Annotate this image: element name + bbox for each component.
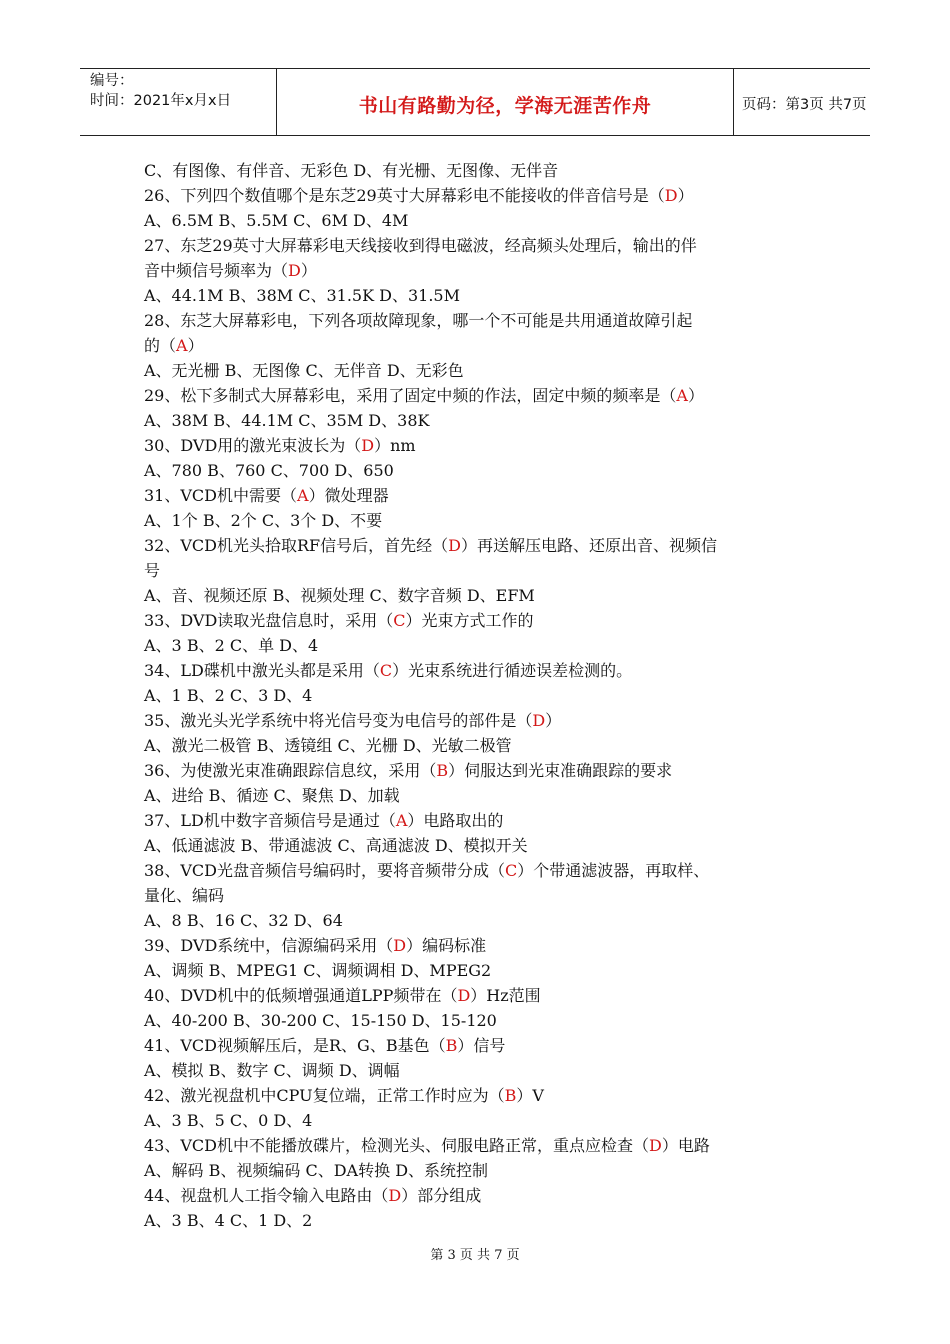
- line-text: 32、VCD机光头拾取RF信号后，首先经（: [144, 536, 449, 555]
- answer-letter: B: [436, 761, 449, 780]
- text-line: [144, 1058, 814, 1083]
- text-line: [144, 633, 814, 658]
- line-text: 号: [144, 561, 161, 580]
- line-text: 44、视盘机人工指令输入电路由（: [144, 1186, 389, 1205]
- text-line: [144, 933, 814, 958]
- line-text: 的（: [144, 336, 177, 355]
- text-line: [144, 583, 814, 608]
- text-line: [144, 1083, 814, 1108]
- line-text-after: ）: [687, 386, 704, 405]
- line-text: C、有图像、有伴音、无彩色 D、有光栅、无图像、无伴音: [144, 161, 559, 180]
- line-text-after: ）伺服达到光束准确跟踪的要求: [448, 761, 673, 780]
- line-text-after: ）光束方式工作的: [405, 611, 534, 630]
- answer-letter: A: [395, 811, 408, 830]
- text-line: [144, 658, 814, 683]
- text-line: [144, 808, 814, 833]
- line-text: A、38M B、44.1M C、35M D、38K: [144, 411, 430, 430]
- text-line: [144, 333, 814, 358]
- text-line: [144, 1108, 814, 1133]
- line-text: A、无光栅 B、无图像 C、无伴音 D、无彩色: [144, 361, 464, 380]
- line-text: 26、下列四个数值哪个是东芝29英寸大屏幕彩电不能接收的伴音信号是（: [144, 186, 665, 205]
- text-line: [144, 1158, 814, 1183]
- answer-letter: D: [361, 436, 375, 455]
- answer-letter: C: [379, 661, 393, 680]
- line-text: 34、LD碟机中激光头都是采用（: [144, 661, 380, 680]
- answer-letter: D: [393, 936, 407, 955]
- line-text: 36、为使激光束准确跟踪信息纹，采用（: [144, 761, 437, 780]
- line-text: A、6.5M B、5.5M C、6M D、4M: [144, 211, 409, 230]
- answer-letter: A: [176, 336, 188, 355]
- text-line: [144, 508, 814, 533]
- line-text: 31、VCD机中需要（: [144, 486, 297, 505]
- answer-letter: D: [448, 536, 461, 555]
- line-text: A、8 B、16 C、32 D、64: [144, 911, 343, 930]
- text-line: [144, 908, 814, 933]
- text-line: [144, 383, 814, 408]
- text-line: [144, 158, 814, 183]
- line-text-after: ）: [187, 336, 204, 355]
- line-text: A、780 B、760 C、700 D、650: [144, 461, 394, 480]
- line-text: A、模拟 B、数字 C、调频 D、调幅: [144, 1061, 400, 1080]
- text-line: [144, 433, 814, 458]
- line-text: A、进给 B、循迹 C、聚焦 D、加载: [144, 786, 400, 805]
- text-line: [144, 408, 814, 433]
- text-line: [144, 233, 814, 258]
- line-text: 量化、编码: [144, 886, 225, 905]
- text-line: [144, 358, 814, 383]
- line-text: 28、东芝大屏幕彩电，下列各项故障现象，哪一个不可能是共用通道故障引起: [144, 311, 693, 330]
- line-text-after: ）Hz范围: [470, 986, 541, 1005]
- line-text-after: ）部分组成: [401, 1186, 482, 1205]
- text-line: [144, 1133, 814, 1158]
- text-line: [144, 208, 814, 233]
- line-text: A、解码 B、视频编码 C、DA转换 D、系统控制: [144, 1161, 489, 1180]
- text-line: [144, 558, 814, 583]
- line-text: A、40-200 B、30-200 C、15-150 D、15-120: [144, 1011, 497, 1030]
- answer-letter: A: [676, 386, 688, 405]
- line-text-after: ）再送解压电路、还原出音、视频信: [460, 536, 717, 555]
- text-line: [144, 733, 814, 758]
- text-line: [144, 283, 814, 308]
- line-text: 音中频信号频率为（: [144, 261, 289, 280]
- line-text-after: ）编码标准: [406, 936, 487, 955]
- text-line: [144, 183, 814, 208]
- text-line: [144, 883, 814, 908]
- text-line: [144, 608, 814, 633]
- text-line: [144, 1183, 814, 1208]
- line-text: 33、DVD读取光盘信息时，采用（: [144, 611, 394, 630]
- header-page-info: 页码：第3页 共7页: [742, 97, 867, 113]
- line-text: A、调频 B、MPEG1 C、调频调相 D、MPEG2: [144, 961, 492, 980]
- line-text: A、3 B、2 C、单 D、4: [144, 636, 319, 655]
- answer-letter: D: [288, 261, 301, 280]
- answer-letter: D: [388, 1186, 402, 1205]
- line-text: 30、DVD用的激光束波长为（: [144, 436, 362, 455]
- line-text: A、44.1M B、38M C、31.5K D、31.5M: [144, 286, 460, 305]
- text-line: [144, 958, 814, 983]
- serial-label: 编号：: [90, 73, 134, 89]
- line-text-after: ）微处理器: [308, 486, 389, 505]
- header-meta: [80, 69, 277, 135]
- line-text-after: ）光束系统进行循迹误差检测的。: [392, 661, 633, 680]
- line-text-after: ）个带通滤波器，再取样、: [517, 861, 710, 880]
- question-list: [144, 158, 814, 1233]
- text-line: [144, 783, 814, 808]
- text-line: [144, 683, 814, 708]
- answer-letter: B: [504, 1086, 517, 1105]
- text-line: [144, 533, 814, 558]
- line-text: A、3 B、4 C、1 D、2: [144, 1211, 313, 1230]
- answer-letter: A: [297, 486, 309, 505]
- line-text: A、低通滤波 B、带通滤波 C、高通滤波 D、模拟开关: [144, 836, 528, 855]
- line-text-after: ）电路: [661, 1136, 710, 1155]
- line-text-after: ）nm: [374, 436, 416, 455]
- line-text-after: ）电路取出的: [407, 811, 504, 830]
- line-text: 37、LD机中数字音频信号是通过（: [144, 811, 396, 830]
- answer-letter: C: [505, 861, 518, 880]
- line-text: A、1 B、2 C、3 D、4: [144, 686, 313, 705]
- line-text: 42、激光视盘机中CPU复位端，正常工作时应为（: [144, 1086, 505, 1105]
- text-line: [144, 708, 814, 733]
- answer-letter: D: [649, 1136, 662, 1155]
- line-text-after: ）: [677, 186, 694, 205]
- line-text-after: ）: [545, 711, 562, 730]
- text-line: [144, 758, 814, 783]
- answer-letter: D: [532, 711, 546, 730]
- text-line: [144, 258, 814, 283]
- answer-letter: B: [445, 1036, 458, 1055]
- text-line: [144, 983, 814, 1008]
- line-text: A、激光二极管 B、透镜组 C、光栅 D、光敏二极管: [144, 736, 512, 755]
- line-text: 43、VCD机中不能播放碟片，检测光头、伺服电路正常，重点应检查（: [144, 1136, 649, 1155]
- line-text: 40、DVD机中的低频增强通道LPP频带在（: [144, 986, 458, 1005]
- line-text: 39、DVD系统中，信源编码采用（: [144, 936, 394, 955]
- line-text-after: ）信号: [457, 1036, 506, 1055]
- answer-letter: D: [457, 986, 471, 1005]
- text-line: [144, 1008, 814, 1033]
- text-line: [144, 483, 814, 508]
- line-text: A、3 B、5 C、0 D、4: [144, 1111, 313, 1130]
- line-text: 41、VCD视频解压后，是R、G、B基色（: [144, 1036, 446, 1055]
- date-line: 时间：2021年x月x日: [90, 93, 232, 109]
- answer-letter: D: [664, 186, 678, 205]
- text-line: [144, 458, 814, 483]
- line-text: 38、VCD光盘音频信号编码时，要将音频带分成（: [144, 861, 505, 880]
- line-text: A、音、视频还原 B、视频处理 C、数字音频 D、EFM: [144, 586, 535, 605]
- text-line: [144, 1208, 814, 1233]
- text-line: [144, 308, 814, 333]
- answer-letter: C: [393, 611, 406, 630]
- line-text-after: ）V: [516, 1086, 544, 1105]
- line-text: 27、东芝29英寸大屏幕彩电天线接收到得电磁波，经高频头处理后，输出的伴: [144, 236, 697, 255]
- text-line: [144, 1033, 814, 1058]
- text-line: [144, 858, 814, 883]
- text-line: [144, 833, 814, 858]
- page-footer: 第 3 页 共 7 页: [430, 1248, 520, 1263]
- line-text: 35、激光头光学系统中将光信号变为电信号的部件是（: [144, 711, 533, 730]
- page-header: [80, 68, 870, 136]
- line-text: 29、松下多制式大屏幕彩电，采用了固定中频的作法，固定中频的频率是（: [144, 386, 677, 405]
- header-motto: 书山有路勤为径，学海无涯苦作舟: [277, 69, 734, 135]
- line-text-after: ）: [300, 261, 317, 280]
- line-text: A、1个 B、2个 C、3个 D、不要: [144, 511, 383, 530]
